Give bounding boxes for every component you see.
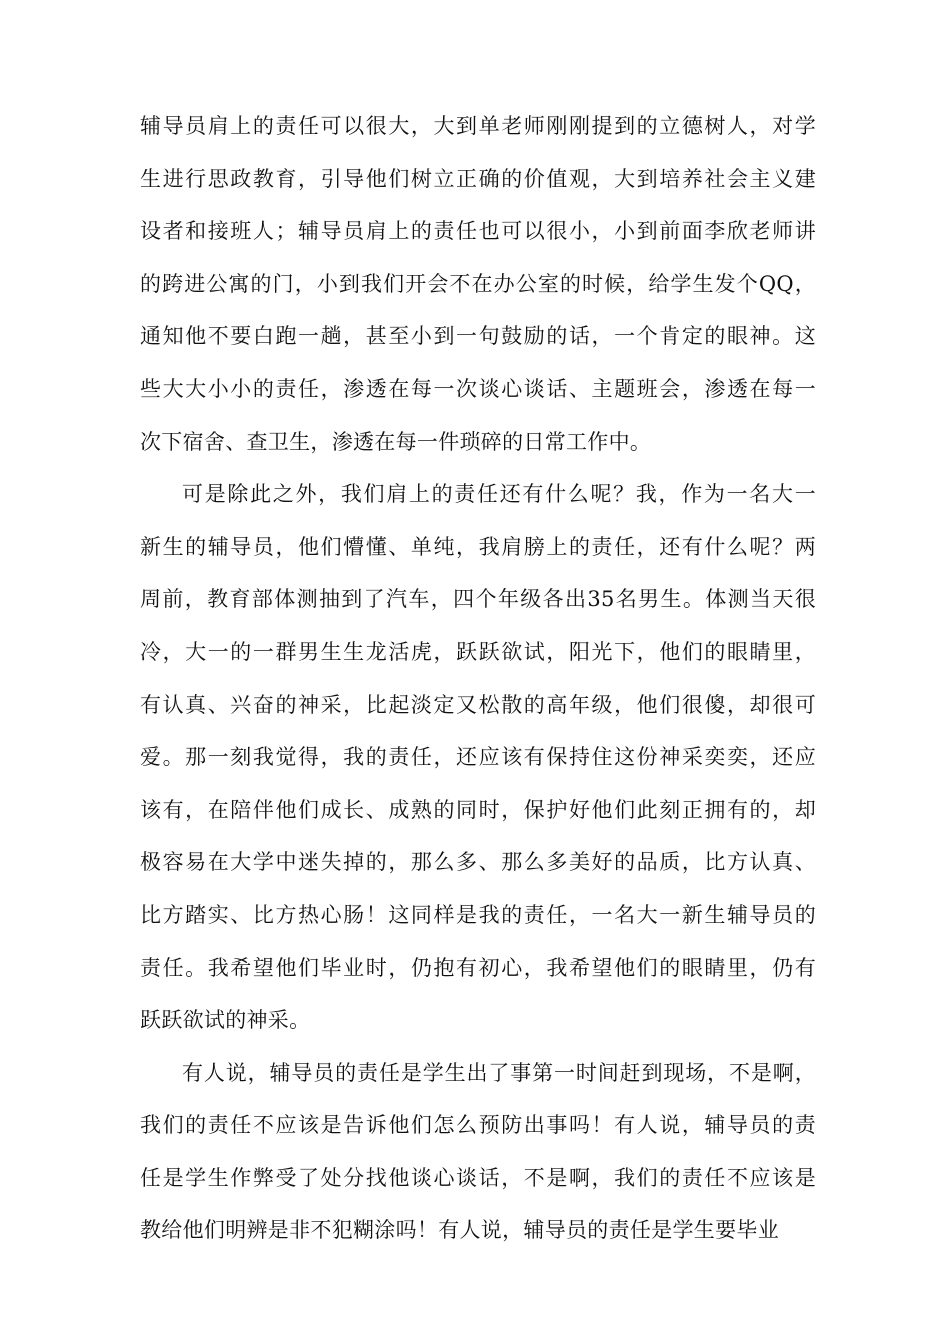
paragraph-line: 些大大小小的责任，渗透在每一次谈心谈话、主题班会，渗透在每一 xyxy=(140,376,816,401)
paragraph-line: 爱。那一刻我觉得，我的责任，还应该有保持住这份神采奕奕，还应 xyxy=(140,745,816,770)
paragraph-line: 设者和接班人；辅导员肩上的责任也可以很小，小到前面李欣老师讲 xyxy=(140,219,816,244)
document-body xyxy=(140,100,816,1257)
paragraph-line: 有人说，辅导员的责任是学生出了事第一时间赶到现场，不是啊， xyxy=(182,1060,816,1085)
paragraph-line: 新生的辅导员，他们懵懂、单纯，我肩膀上的责任，还有什么呢？两 xyxy=(140,534,816,559)
paragraph-line: 任是学生作弊受了处分找他谈心谈话，不是啊，我们的责任不应该是 xyxy=(140,1165,816,1190)
paragraph xyxy=(140,468,816,1047)
paragraph-line: 责任。我希望他们毕业时，仍抱有初心，我希望他们的眼睛里，仍有 xyxy=(140,955,816,980)
paragraph xyxy=(140,1047,816,1257)
paragraph-line: 辅导员肩上的责任可以很大，大到单老师刚刚提到的立德树人，对学 xyxy=(140,114,816,138)
paragraph-line: 通知他不要白跑一趟，甚至小到一句鼓励的话，一个肯定的眼神。这 xyxy=(140,324,816,349)
paragraph xyxy=(140,100,816,468)
paragraph-line: 冷，大一的一群男生生龙活虎，跃跃欲试，阳光下，他们的眼睛里， xyxy=(140,639,816,664)
paragraph-line: 次下宿舍、查卫生，渗透在每一件琐碎的日常工作中。 xyxy=(140,429,652,454)
paragraph-line: 生进行思政教育，引导他们树立正确的价值观，大到培养社会主义建 xyxy=(140,166,816,191)
paragraph-line: 我们的责任不应该是告诉他们怎么预防出事吗！有人说，辅导员的责 xyxy=(140,1113,816,1138)
paragraph-line: 比方踏实、比方热心肠！这同样是我的责任，一名大一新生辅导员的 xyxy=(140,902,816,927)
paragraph-line: 有认真、兴奋的神采，比起淡定又松散的高年级，他们很傻，却很可 xyxy=(140,692,816,717)
paragraph-line: 极容易在大学中迷失掉的，那么多、那么多美好的品质，比方认真、 xyxy=(140,850,816,875)
paragraph-line: 的跨进公寓的门，小到我们开会不在办公室的时候，给学生发个QQ， xyxy=(140,271,816,296)
paragraph-line: 可是除此之外，我们肩上的责任还有什么呢？我，作为一名大一 xyxy=(182,482,816,507)
paragraph-line: 该有，在陪伴他们成长、成熟的同时，保护好他们此刻正拥有的，却 xyxy=(140,797,816,822)
paragraph-line: 跃跃欲试的神采。 xyxy=(140,1008,311,1033)
paragraph-line: 周前，教育部体测抽到了汽车，四个年级各出35名男生。体测当天很 xyxy=(140,587,816,612)
paragraph-line: 教给他们明辨是非不犯糊涂吗！有人说，辅导员的责任是学生要毕业 xyxy=(140,1218,779,1243)
